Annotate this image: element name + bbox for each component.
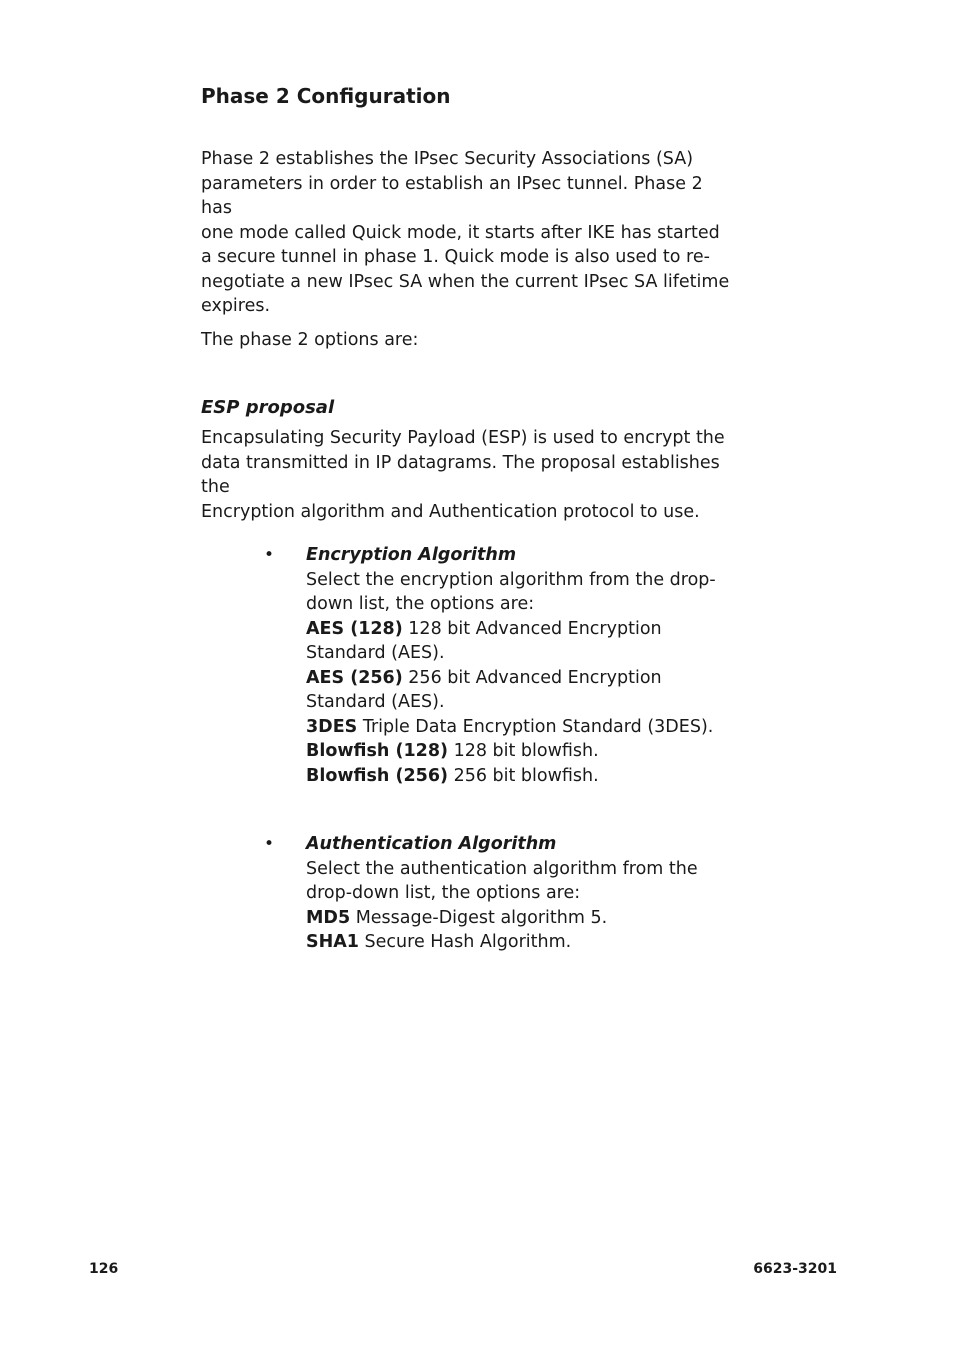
page-number: 126: [89, 1261, 119, 1277]
authentication-options-list: [306, 906, 726, 955]
encryption-section: [306, 543, 726, 788]
options-lead-text: The phase 2 options are:: [201, 330, 419, 350]
authentication-section: [306, 832, 726, 955]
page-title: Phase 2 Configuration: [201, 84, 451, 108]
option-term: Blowfish (256): [306, 765, 448, 786]
esp-description: Encapsulating Security Payload (ESP) is used to encrypt the data transmitted in IP datagrams. The proposal establishes the Encryption algorithm and Authentication protocol to use.: [201, 428, 725, 522]
option-text: 256 bit Advanced Encryption Standard (AES).: [306, 667, 662, 712]
option-text: 128 bit blowfish.: [448, 741, 599, 761]
intro-paragraph: Phase 2 establishes the IPsec Security Associations (SA) parameters in order to establish an IPsec tunnel. Phase 2 has one mode called Quick mode, it starts after IKE has started a secure tunnel in phase 1. Quick mode is also used to re- negotiate a new IPsec SA when the current IPsec SA lifetime expires.: [201, 149, 730, 316]
bullet-point: •: [264, 834, 275, 854]
option-aes-256: [306, 666, 726, 715]
bullet-point: •: [264, 545, 275, 565]
option-term: MD5: [306, 907, 351, 928]
option-blowfish-256: [306, 764, 726, 789]
option-aes-128: [306, 617, 726, 666]
option-term: AES (256): [306, 667, 403, 688]
option-text: Message-Digest algorithm 5.: [350, 907, 608, 928]
option-term: AES (128): [306, 618, 403, 639]
option-text: 256 bit blowfish.: [448, 765, 599, 786]
option-blowfish-128: [306, 739, 726, 764]
option-term: SHA1: [306, 932, 359, 952]
option-3des: [306, 715, 726, 740]
authentication-algorithm-title: Authentication Algorithm: [306, 834, 557, 854]
encryption-options-list: [306, 617, 726, 789]
option-text: 128 bit Advanced Encryption Standard (AES).: [306, 618, 662, 663]
esp-proposal-heading: ESP proposal: [201, 397, 335, 418]
option-md5: [306, 906, 726, 931]
option-text: Triple Data Encryption Standard (3DES).: [357, 716, 714, 737]
document-number: 6623-3201: [753, 1261, 837, 1277]
authentication-description: Select the authentication algorithm from the drop-down list, the options are:: [306, 858, 698, 903]
option-term: Blowfish (128): [306, 741, 448, 761]
encryption-description: Select the encryption algorithm from the drop- down list, the options are:: [306, 569, 716, 614]
option-term: 3DES: [306, 716, 358, 737]
encryption-algorithm-title: Encryption Algorithm: [306, 545, 517, 565]
option-text: Secure Hash Algorithm.: [358, 932, 572, 952]
option-sha1: [306, 930, 726, 955]
